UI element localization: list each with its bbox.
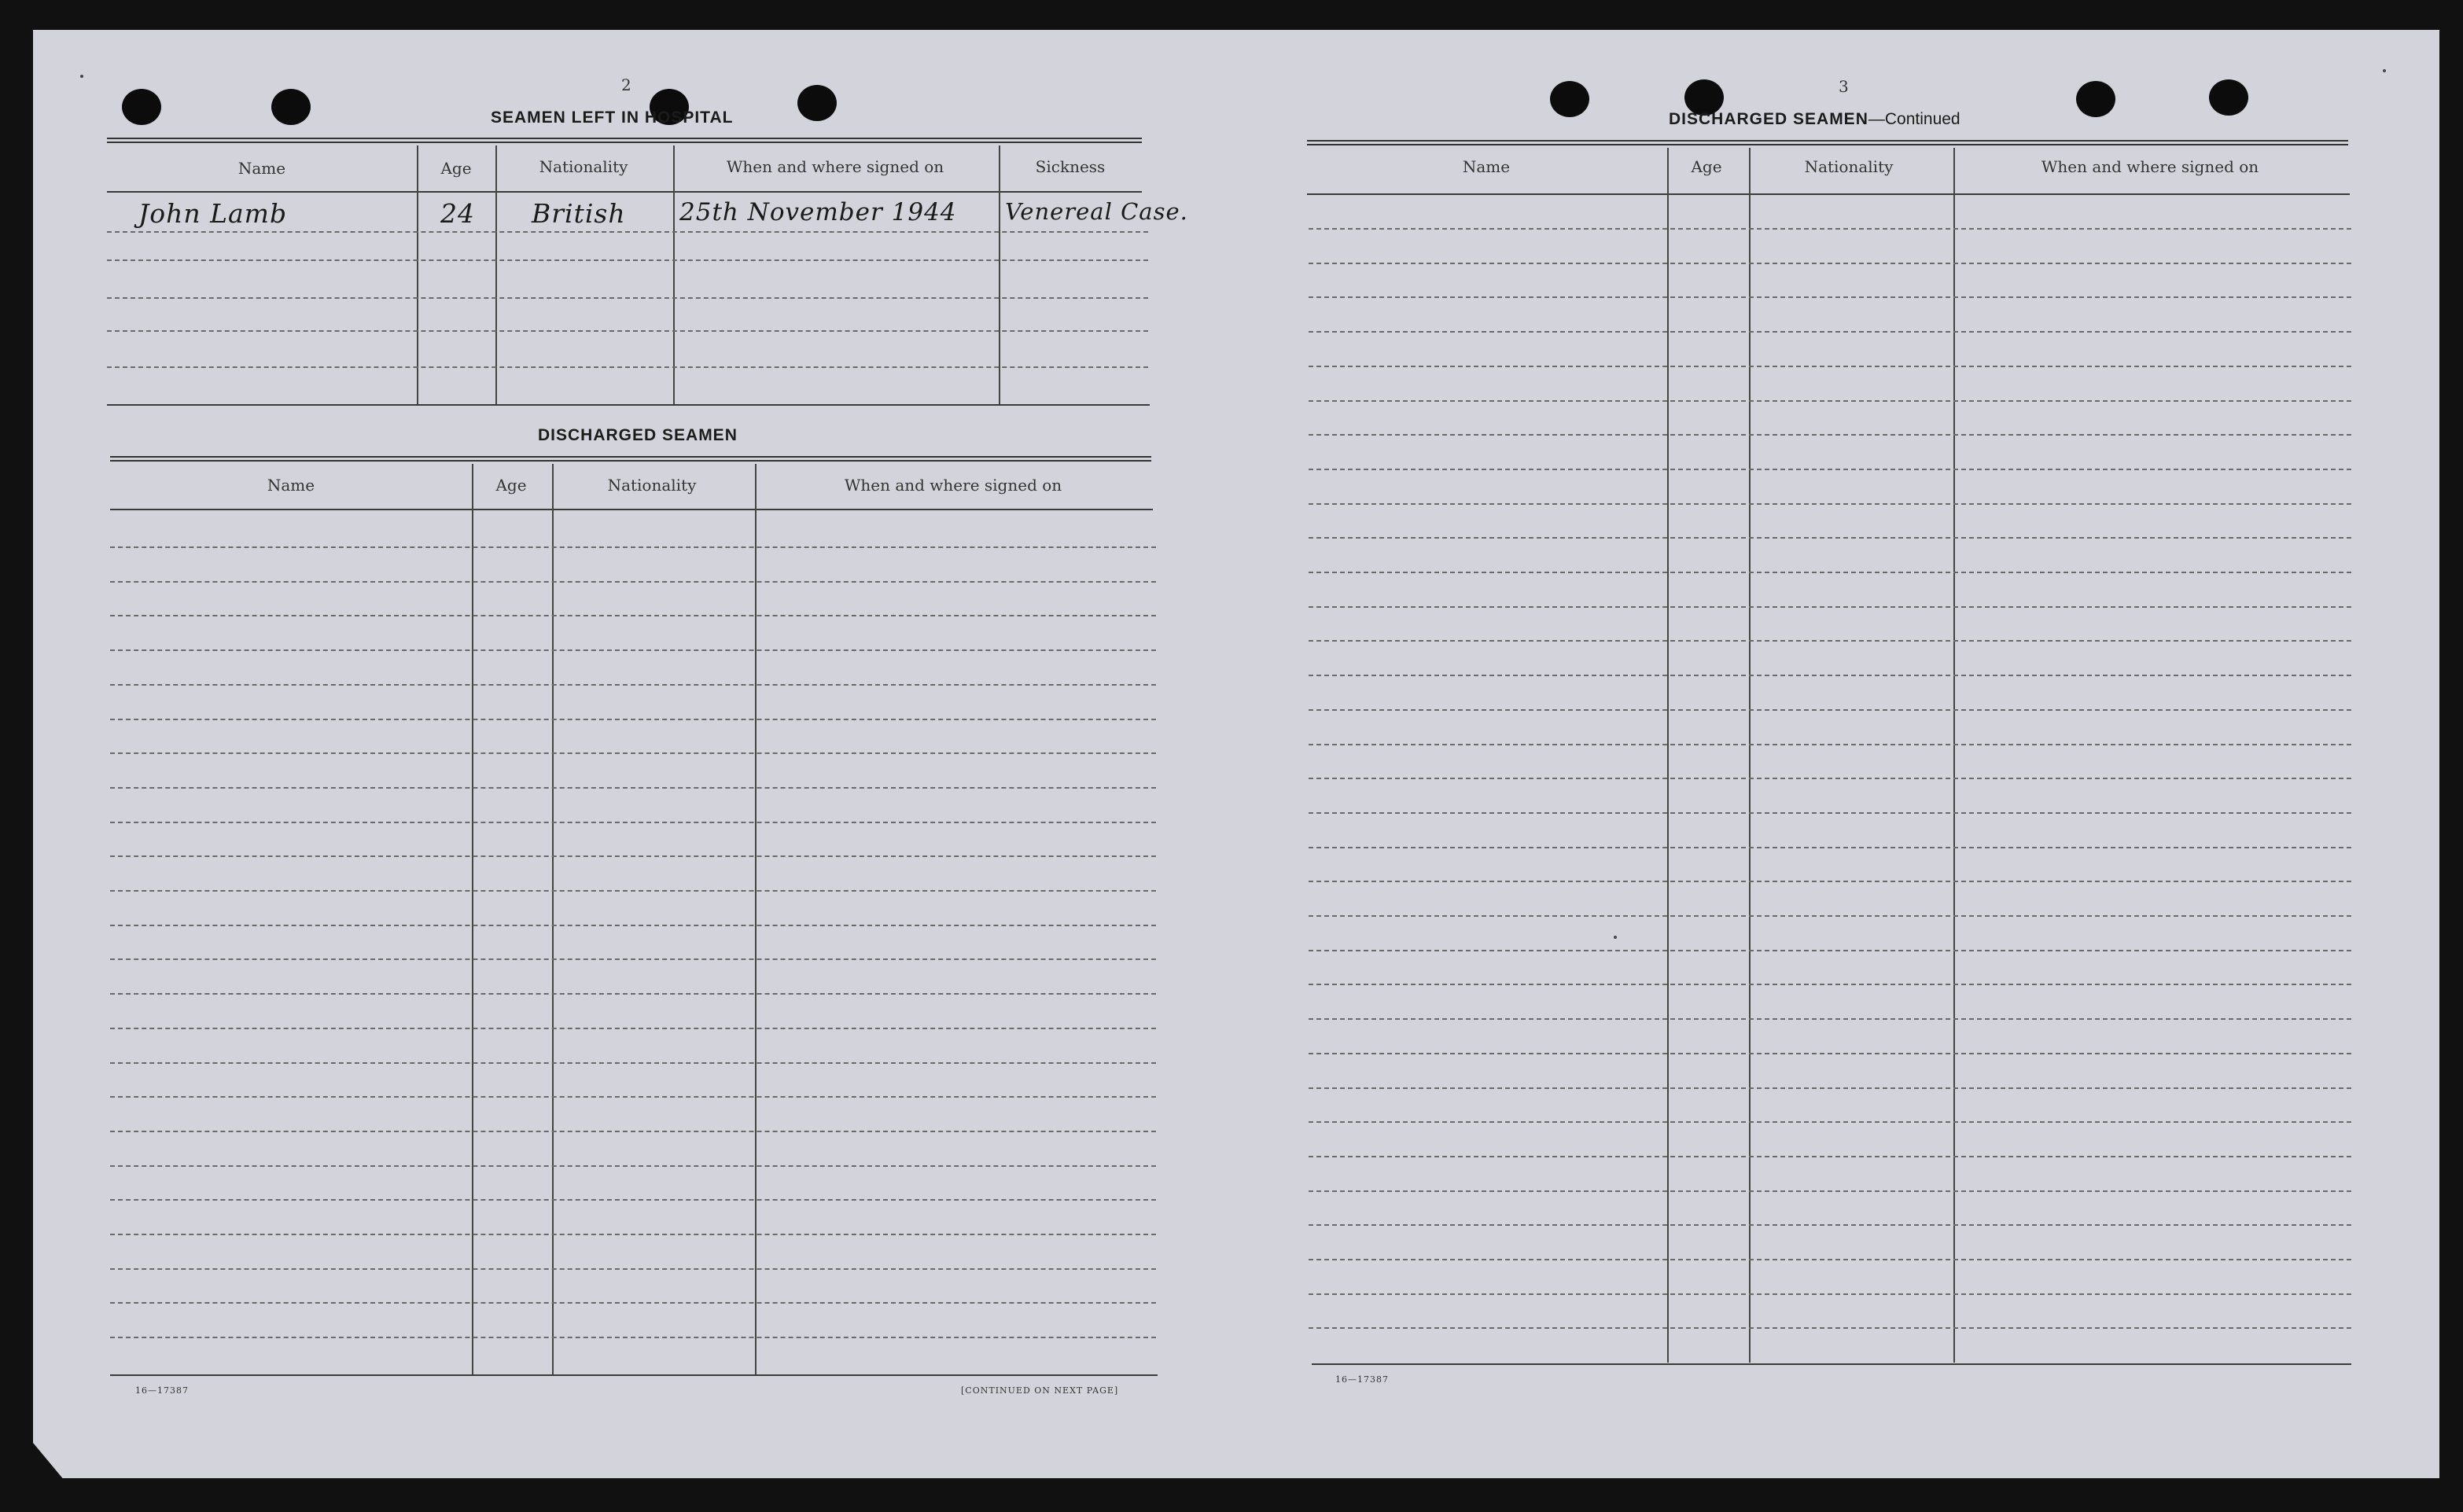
row-line [110, 649, 1156, 651]
handwritten-signed-on: 25th November 1944 [679, 198, 957, 226]
row-line [1309, 1121, 2351, 1123]
column-divider [472, 464, 473, 1376]
row-line [110, 752, 1156, 754]
section-title-hospital: SEAMEN LEFT IN HOSPITAL [491, 109, 734, 127]
col-header-name: Name [267, 476, 315, 495]
row-line [1309, 434, 2351, 436]
row-line [110, 1302, 1156, 1304]
row-line [1309, 984, 2351, 985]
column-divider [1953, 148, 1955, 1363]
table-bottom-rule [1312, 1363, 2351, 1365]
header-rule [107, 191, 1142, 193]
speck [1614, 936, 1617, 939]
row-line [110, 1199, 1156, 1201]
row-line [107, 259, 1148, 261]
row-line [110, 1337, 1156, 1338]
row-line [110, 822, 1156, 823]
row-line [1309, 1156, 2351, 1157]
row-line [110, 719, 1156, 720]
row-line [107, 366, 1148, 368]
row-line [1309, 366, 2351, 367]
table-top-rule [107, 138, 1142, 143]
table-bottom-rule [110, 1374, 1158, 1376]
col-header-name: Name [1462, 157, 1511, 176]
row-line [1309, 1018, 2351, 1020]
column-divider [1667, 148, 1669, 1363]
row-line [1309, 640, 2351, 642]
punch-hole [797, 85, 837, 121]
row-line [107, 297, 1148, 299]
row-line [110, 787, 1156, 789]
row-line [110, 993, 1156, 995]
row-line [1309, 331, 2351, 333]
row-line [1309, 1293, 2351, 1295]
handwritten-nationality: British [532, 198, 626, 229]
handwritten-sickness: Venereal Case. [1005, 198, 1188, 225]
row-line [1309, 915, 2351, 917]
section-title-text: DISCHARGED SEAMEN [1669, 110, 1868, 128]
col-header-age: Age [440, 159, 472, 178]
row-line [1309, 537, 2351, 539]
row-line [110, 890, 1156, 892]
row-line [1309, 847, 2351, 848]
row-line [1309, 503, 2351, 505]
punch-hole [271, 89, 311, 125]
header-rule [1307, 193, 2350, 195]
row-line [107, 231, 1148, 233]
header-rule [110, 509, 1153, 510]
row-line [1309, 744, 2351, 745]
form-number: 16—17387 [135, 1385, 189, 1396]
col-header-signed-on: When and where signed on [2041, 157, 2259, 176]
column-divider [1749, 148, 1751, 1363]
col-header-signed-on: When and where signed on [726, 157, 944, 176]
col-header-nationality: Nationality [607, 476, 697, 495]
row-line [107, 330, 1148, 332]
table-bottom-rule [107, 404, 1150, 406]
col-header-sickness: Sickness [1035, 157, 1106, 176]
row-line [110, 615, 1156, 616]
section-title-discharged-continued [1669, 110, 1960, 129]
row-line [1309, 1224, 2351, 1226]
row-line [1309, 675, 2351, 676]
row-line [110, 684, 1156, 686]
row-line [1309, 950, 2351, 951]
handwritten-age: 24 [440, 198, 475, 229]
row-line [1309, 1259, 2351, 1260]
row-line [110, 1062, 1156, 1064]
row-line [1309, 263, 2351, 264]
row-line [1309, 400, 2351, 402]
column-divider [552, 464, 554, 1376]
section-title-suffix: —Continued [1868, 110, 1960, 128]
col-header-name: Name [237, 159, 286, 178]
punch-hole [2209, 79, 2248, 116]
row-line [110, 1268, 1156, 1270]
row-line [110, 1165, 1156, 1167]
row-line [1309, 572, 2351, 573]
row-line [110, 1131, 1156, 1132]
handwritten-name: John Lamb [138, 198, 288, 229]
row-line [1309, 1190, 2351, 1192]
row-line [110, 1028, 1156, 1029]
row-line [1309, 881, 2351, 882]
row-line [110, 958, 1156, 960]
row-line [1309, 469, 2351, 470]
punch-hole [1550, 81, 1589, 117]
row-line [1309, 228, 2351, 230]
row-line [1309, 812, 2351, 814]
row-line [110, 546, 1156, 548]
section-title-discharged: DISCHARGED SEAMEN [538, 426, 738, 444]
row-line [1309, 1087, 2351, 1089]
col-header-signed-on: When and where signed on [844, 476, 1062, 495]
table-top-rule [1307, 140, 2348, 145]
row-line [1309, 1327, 2351, 1329]
speck [2383, 69, 2386, 72]
row-line [110, 581, 1156, 583]
row-line [1309, 1053, 2351, 1054]
row-line [110, 855, 1156, 857]
row-line [110, 1234, 1156, 1235]
page-number: 3 [1839, 77, 1849, 96]
row-line [110, 1096, 1156, 1098]
col-header-age: Age [495, 476, 527, 495]
col-header-nationality: Nationality [539, 157, 628, 176]
punch-hole [122, 89, 161, 125]
row-line [110, 925, 1156, 926]
continued-note: [CONTINUED ON NEXT PAGE] [961, 1385, 1119, 1396]
column-divider [755, 464, 757, 1376]
form-number: 16—17387 [1335, 1374, 1389, 1385]
row-line [1309, 778, 2351, 779]
row-line [1309, 606, 2351, 608]
page-number: 2 [621, 75, 631, 94]
row-line [1309, 709, 2351, 711]
col-header-nationality: Nationality [1804, 157, 1894, 176]
col-header-age: Age [1691, 157, 1722, 176]
table-top-rule [110, 456, 1151, 462]
speck [80, 75, 83, 78]
punch-hole [2076, 81, 2115, 117]
document-sheet [33, 30, 2439, 1478]
row-line [1309, 296, 2351, 298]
